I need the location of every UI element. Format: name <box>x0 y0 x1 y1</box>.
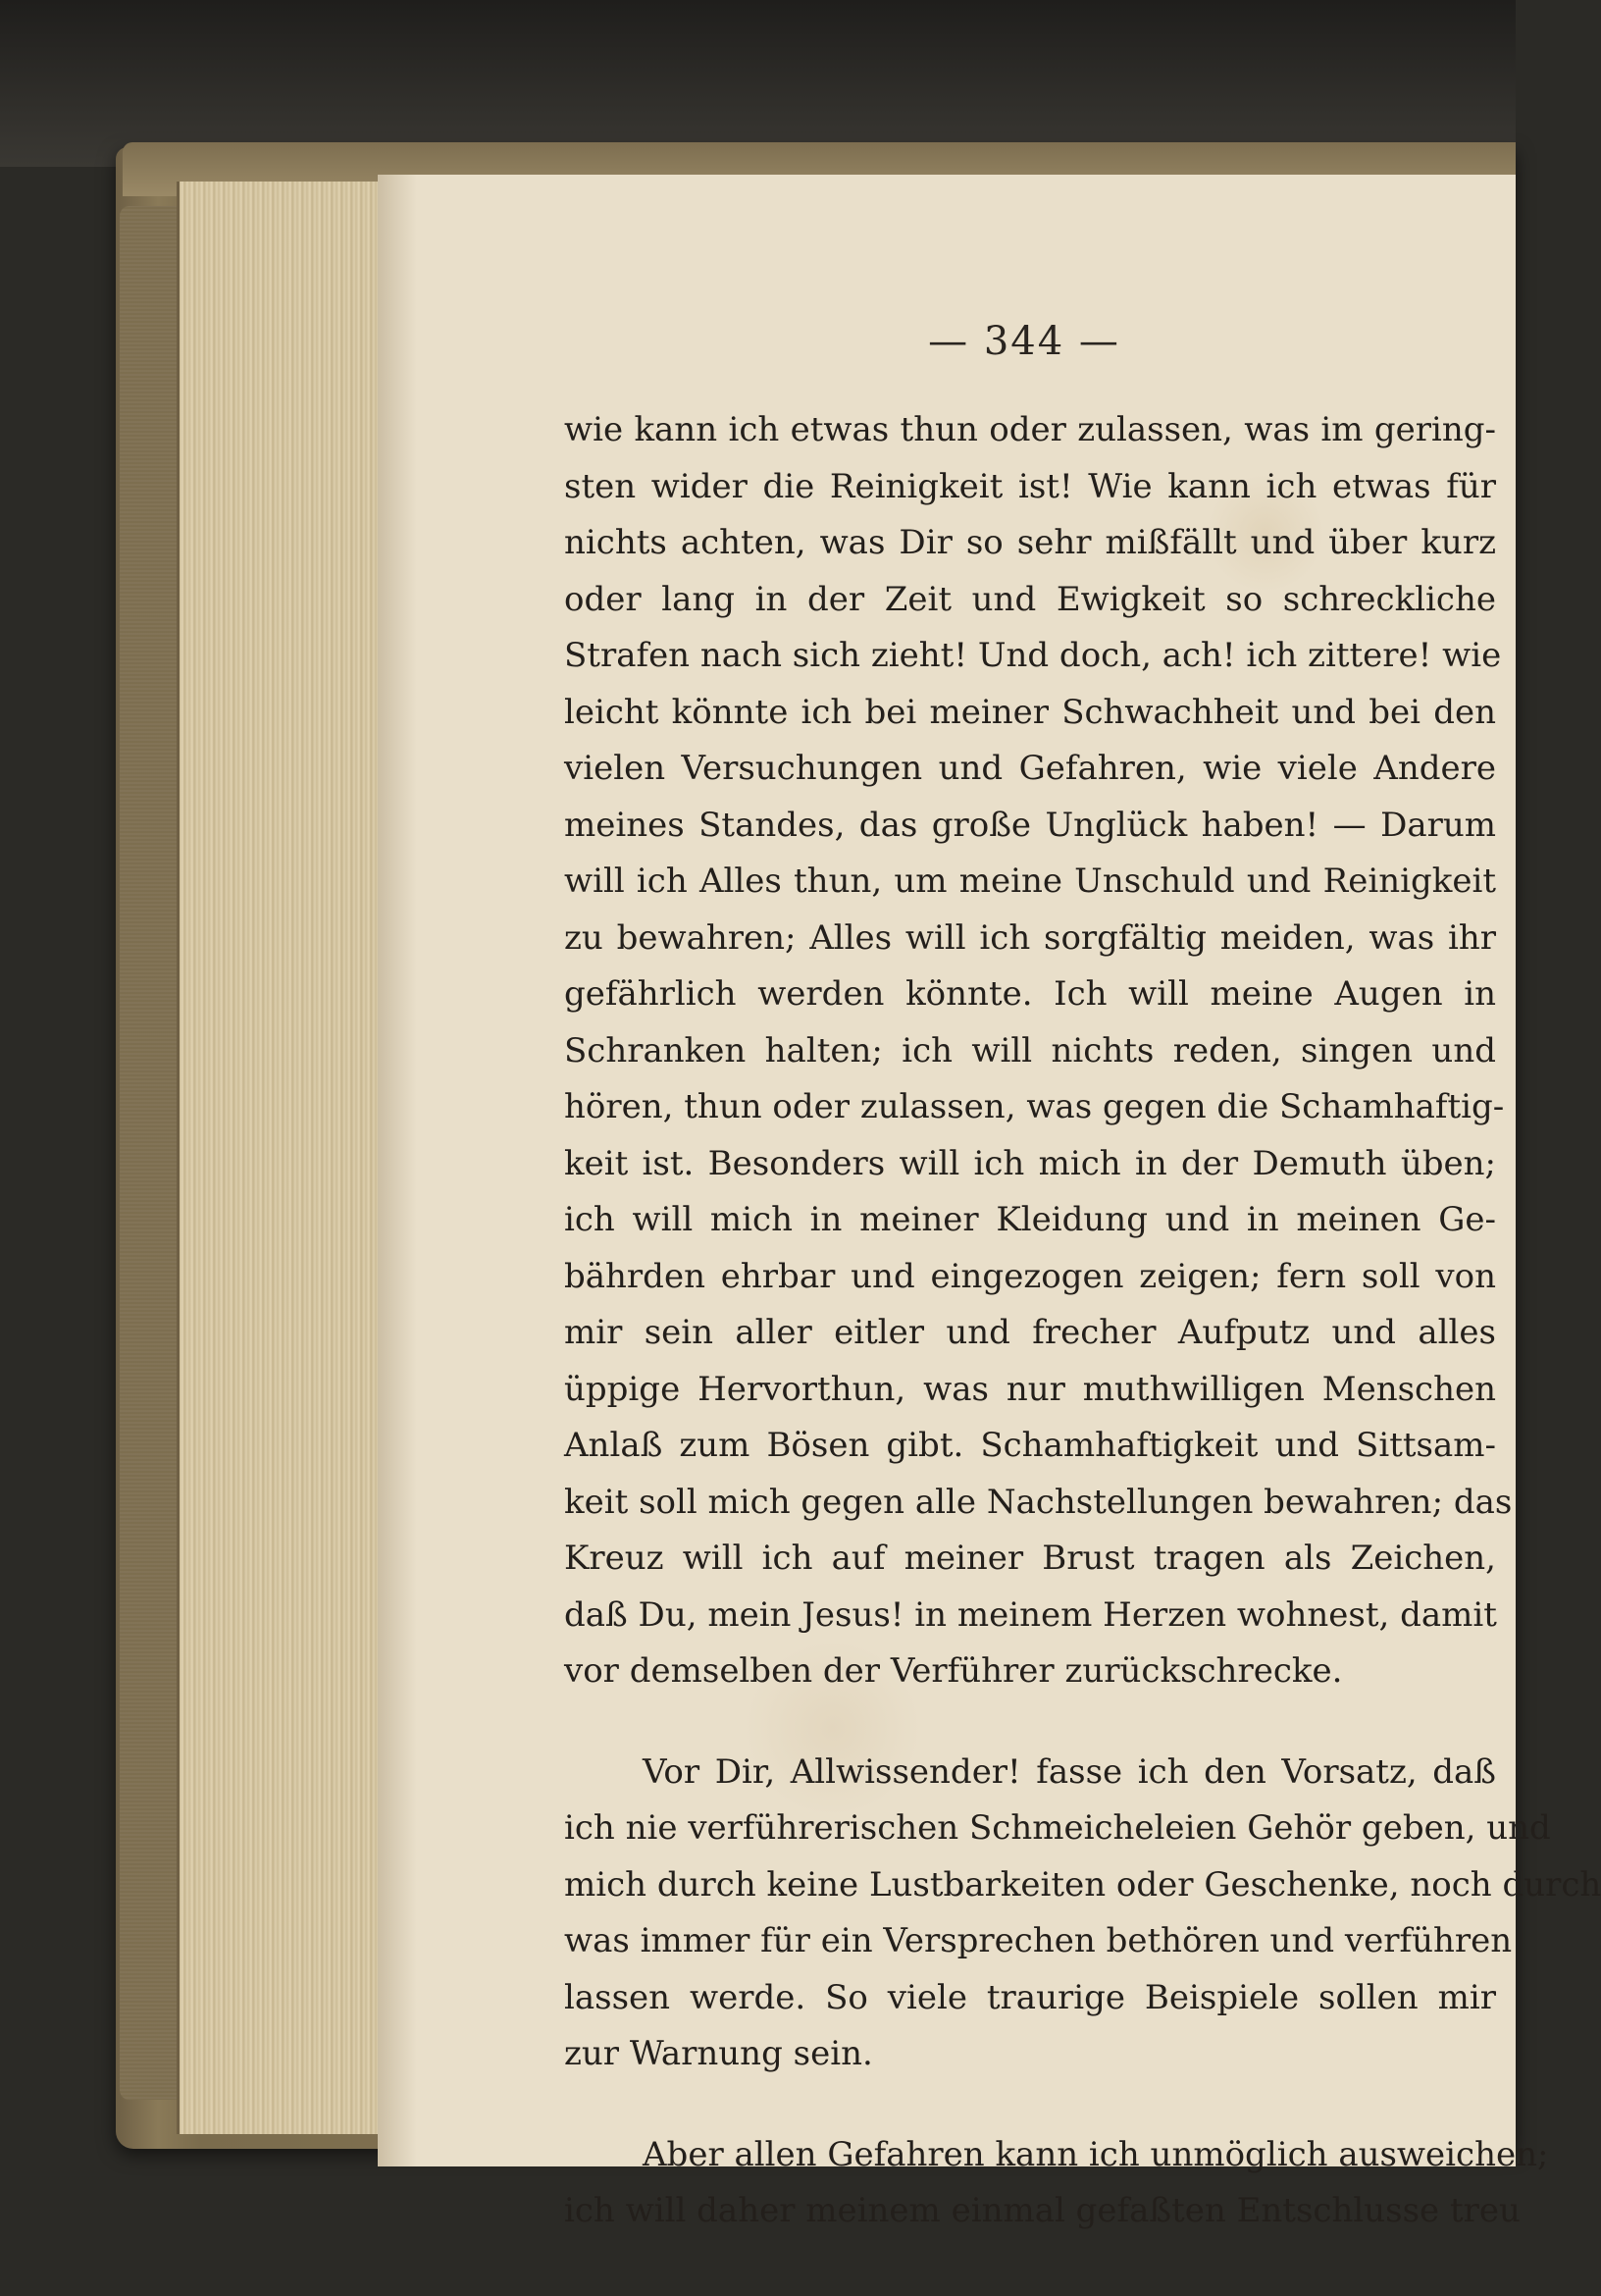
text-line: Kreuz will ich auf meiner Brust tragen als Zeichen, <box>564 1539 1496 1578</box>
body-text <box>564 402 1601 2240</box>
text-line: ich nie verführerischen Schmeicheleien Gehör geben, und <box>564 1808 1551 1848</box>
text-line: will ich Alles thun, um meine Unschuld und Reinigkeit <box>564 861 1496 901</box>
text-line: leicht könnte ich bei meiner Schwachheit und bei den <box>564 692 1496 732</box>
text-line: keit soll mich gegen alle Nachstellungen bewahren; das <box>564 1482 1513 1522</box>
text-line: sten wider die Reinigkeit ist! Wie kann ich etwas für <box>564 466 1496 506</box>
text-line: nichts achten, was Dir so sehr mißfällt und über kurz <box>564 523 1496 562</box>
text-line: Aber allen Gefahren kann ich unmöglich ausweichen; <box>643 2134 1549 2174</box>
text-line: lassen werde. So viele traurige Beispiele sollen mir <box>564 1977 1496 2017</box>
text-line: keit ist. Besonders will ich mich in der Demuth üben; <box>564 1143 1496 1183</box>
text-line: ich will daher meinem einmal gefaßten Entschlusse treu <box>564 2191 1521 2230</box>
text-line: oder lang in der Zeit und Ewigkeit so schreckliche <box>564 579 1496 619</box>
page-number: — 344 — <box>928 319 1120 364</box>
text-line: Strafen nach sich zieht! Und doch, ach! ich zittere! wie <box>564 636 1502 675</box>
paragraph <box>564 402 1513 1700</box>
text-line: Schranken halten; ich will nichts reden, singen und <box>564 1030 1496 1070</box>
text-line: ich will mich in meiner Kleidung und in meinen Ge- <box>564 1200 1496 1239</box>
text-line: wie kann ich etwas thun oder zulassen, was im gering- <box>564 410 1496 449</box>
text-line: daß Du, mein Jesus! in meinem Herzen wohnest, damit <box>564 1594 1497 1635</box>
text-line: gefährlich werden könnte. Ich will meine Augen in <box>564 974 1496 1014</box>
text-line: meines Standes, das große Unglück haben! — Darum <box>564 805 1496 845</box>
text-line: bährden ehrbar und eingezogen zeigen; fern soll von <box>564 1256 1496 1296</box>
page-edges <box>177 182 386 2134</box>
text-line: zu bewahren; Alles will ich sorgfältig meiden, was ihr <box>564 917 1496 958</box>
text-line: Anlaß zum Bösen gibt. Schamhaftigkeit und Sittsam- <box>564 1426 1496 1465</box>
text-line: mich durch keine Lustbarkeiten oder Geschenke, noch durch <box>564 1864 1601 1905</box>
paragraph <box>564 1745 1601 2083</box>
text-line: üppige Hervorthun, was nur muthwilligen Menschen <box>564 1369 1496 1409</box>
text-line: zur Warnung sein. <box>564 2034 873 2073</box>
text-line: hören, thun oder zulassen, was gegen die Schamhaftig- <box>564 1087 1505 1126</box>
text-line: Vor Dir, Allwissender! fasse ich den Vorsatz, daß <box>643 1751 1496 1792</box>
paragraph <box>564 2127 1549 2240</box>
text-line: mir sein aller eitler und frecher Aufputz und alles <box>564 1313 1496 1352</box>
text-line: vielen Versuchungen und Gefahren, wie viele Andere <box>564 749 1496 788</box>
text-line: was immer für ein Versprechen bethören und verführen <box>564 1921 1513 1960</box>
text-line: vor demselben der Verführer zurückschrecke. <box>564 1651 1343 1691</box>
